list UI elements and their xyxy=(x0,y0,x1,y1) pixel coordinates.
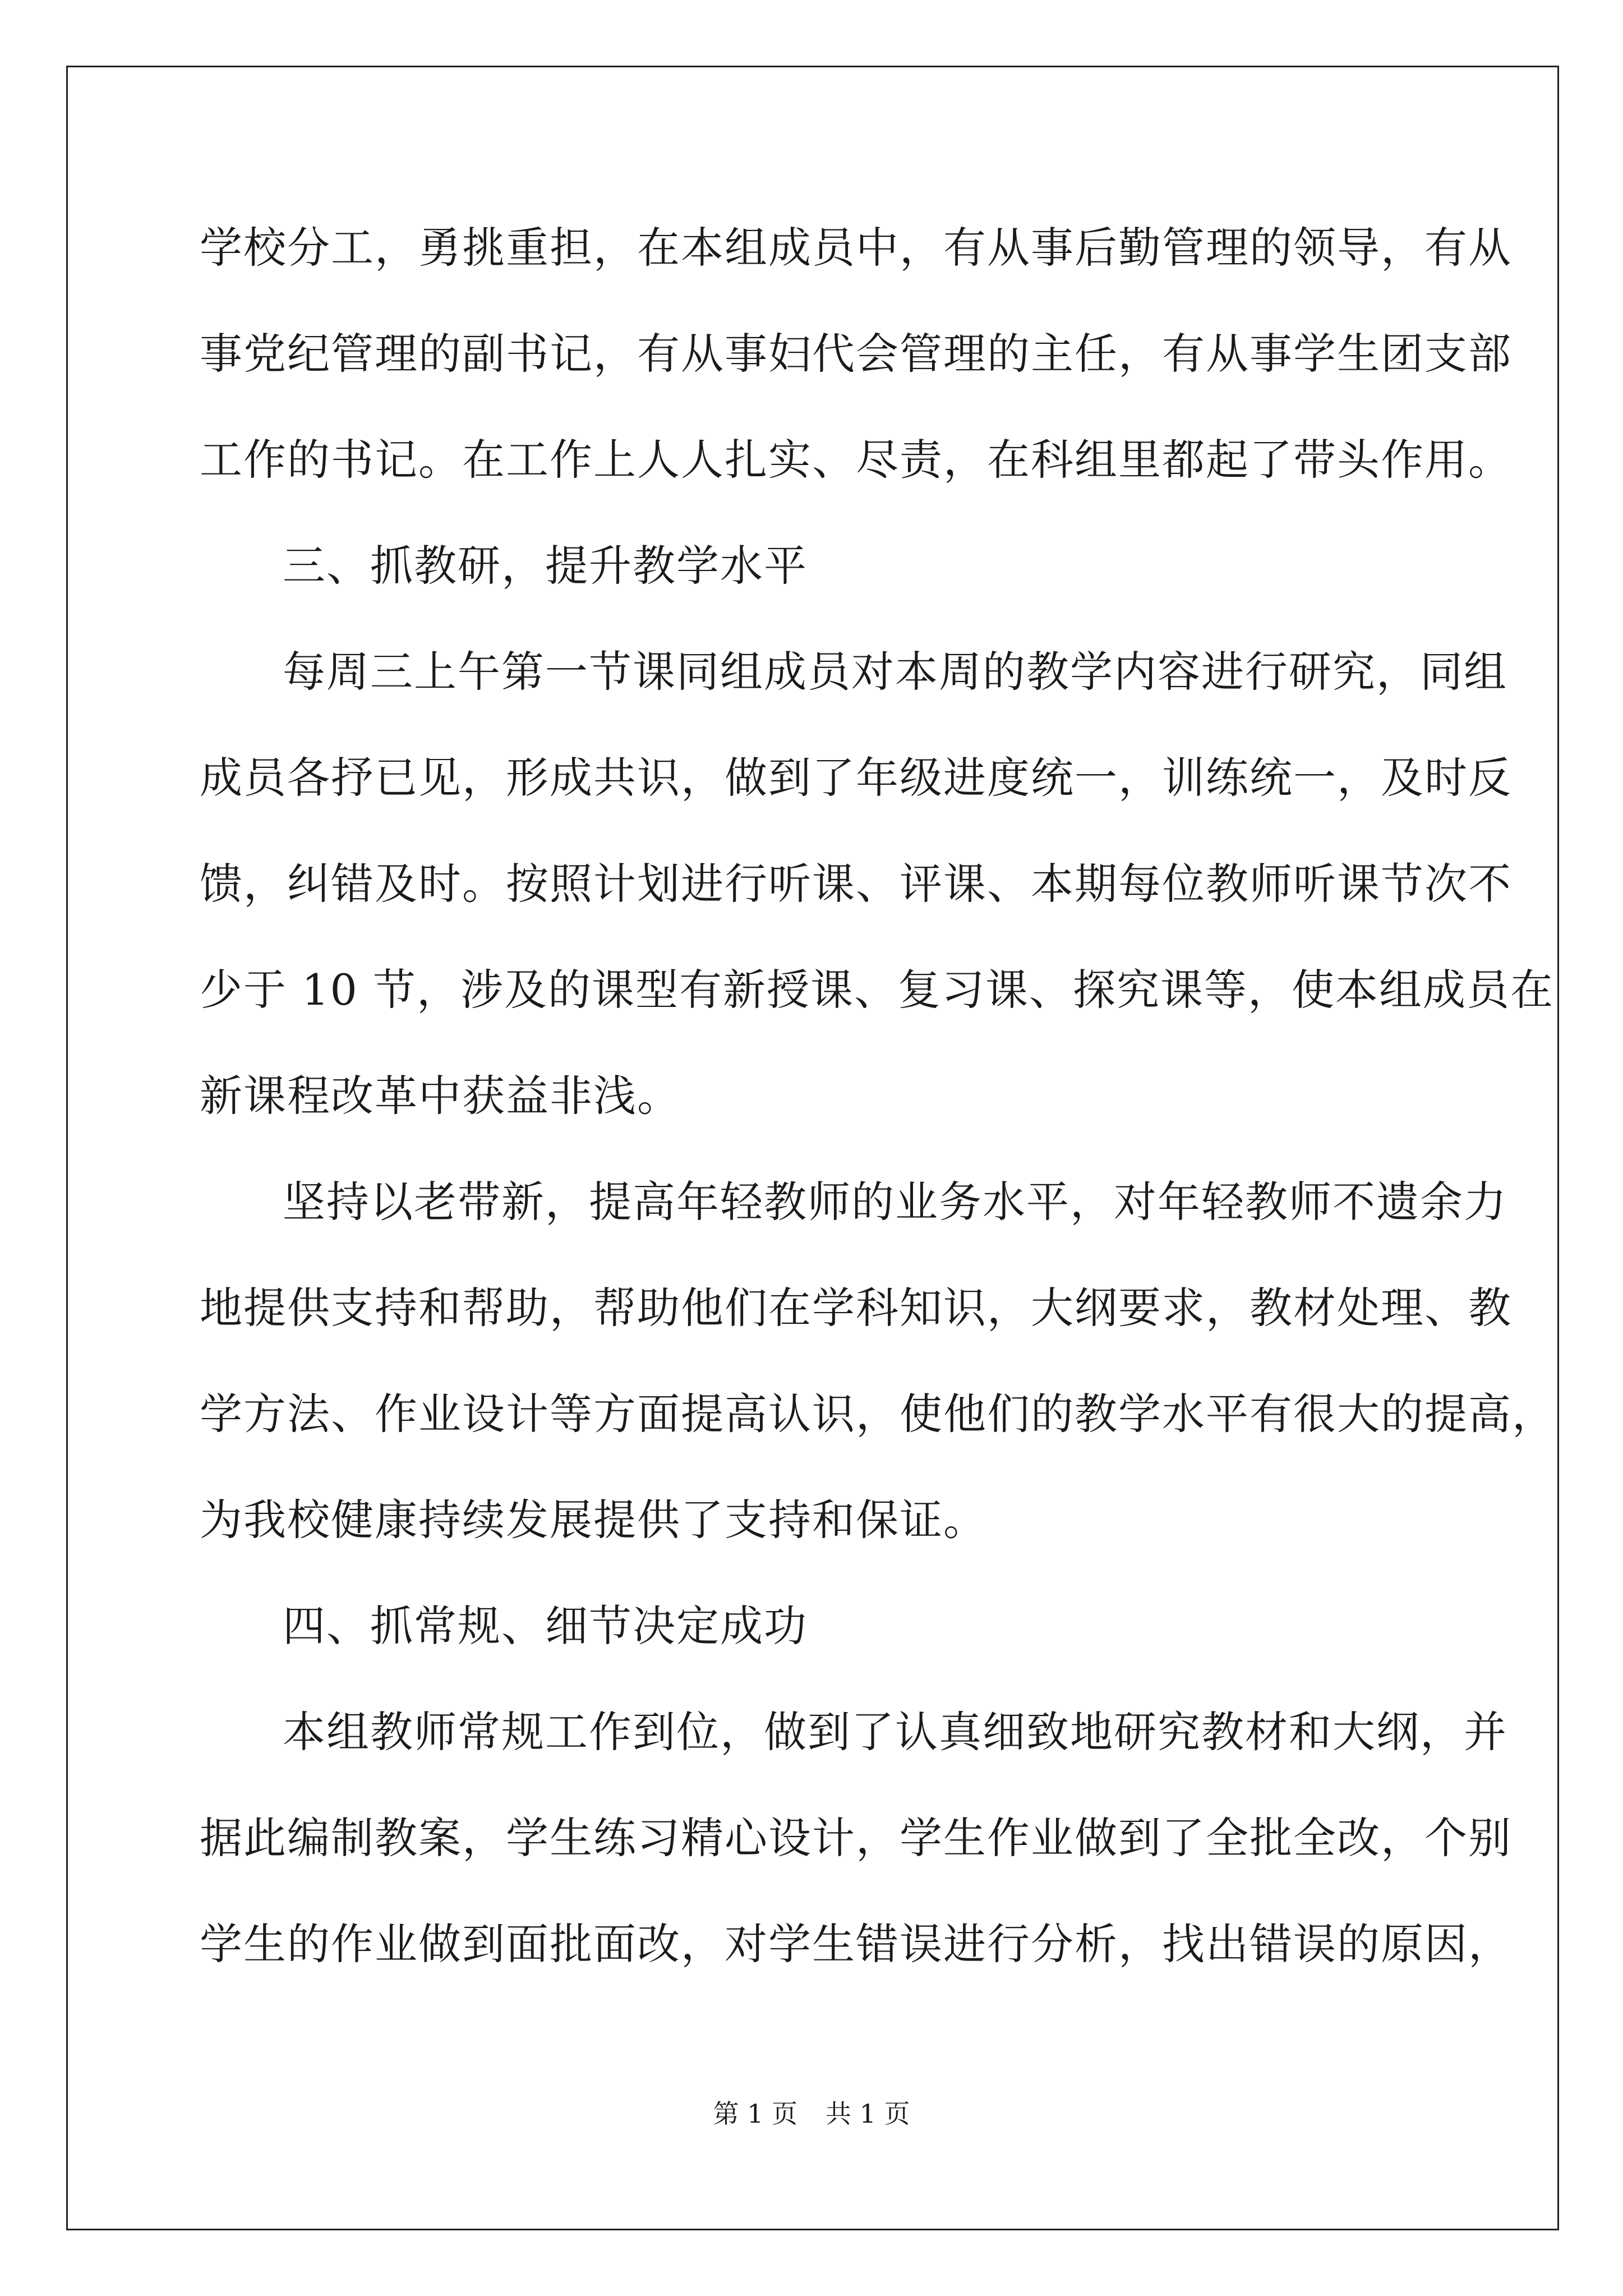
body-line: 少于 10 节，涉及的课型有新授课、复习课、探究课等，使本组成员在 xyxy=(200,965,1555,1015)
page-number: 第 1 页 xyxy=(713,2099,797,2129)
body-line: 每周三上午第一节课同组成员对本周的教学内容进行研究，同组 xyxy=(283,647,1507,697)
page-border xyxy=(66,66,1559,2230)
body-line: 馈，纠错及时。按照计划进行听课、评课、本期每位教师听课节次不 xyxy=(200,859,1512,909)
body-line: 坚持以老带新，提高年轻教师的业务水平，对年轻教师不遗余力 xyxy=(283,1177,1507,1227)
page-footer xyxy=(0,2097,1623,2131)
section-heading: 三、抓教研，提升教学水平 xyxy=(283,541,808,591)
section-heading: 四、抓常规、细节决定成功 xyxy=(283,1601,808,1651)
body-line: 新课程改革中获益非浅。 xyxy=(200,1071,681,1121)
page-total: 共 1 页 xyxy=(826,2099,910,2129)
body-line: 据此编制教案，学生练习精心设计，学生作业做到了全批全改，个别 xyxy=(200,1813,1512,1863)
body-line: 学校分工，勇挑重担，在本组成员中，有从事后勤管理的领导，有从 xyxy=(200,223,1512,273)
body-line: 学方法、作业设计等方面提高认识，使他们的教学水平有很大的提高， xyxy=(200,1389,1556,1439)
body-line: 学生的作业做到面批面改，对学生错误进行分析，找出错误的原因， xyxy=(200,1919,1512,1969)
body-line: 工作的书记。在工作上人人扎实、尽责，在科组里都起了带头作用。 xyxy=(200,435,1512,485)
body-line: 事党纪管理的副书记，有从事妇代会管理的主任，有从事学生团支部 xyxy=(200,329,1512,379)
body-line: 成员各抒已见，形成共识，做到了年级进度统一，训练统一，及时反 xyxy=(200,753,1512,803)
body-line: 本组教师常规工作到位，做到了认真细致地研究教材和大纲，并 xyxy=(283,1707,1507,1757)
body-line: 地提供支持和帮助，帮助他们在学科知识，大纲要求，教材处理、教 xyxy=(200,1283,1512,1333)
body-line: 为我校健康持续发展提供了支持和保证。 xyxy=(200,1495,987,1545)
